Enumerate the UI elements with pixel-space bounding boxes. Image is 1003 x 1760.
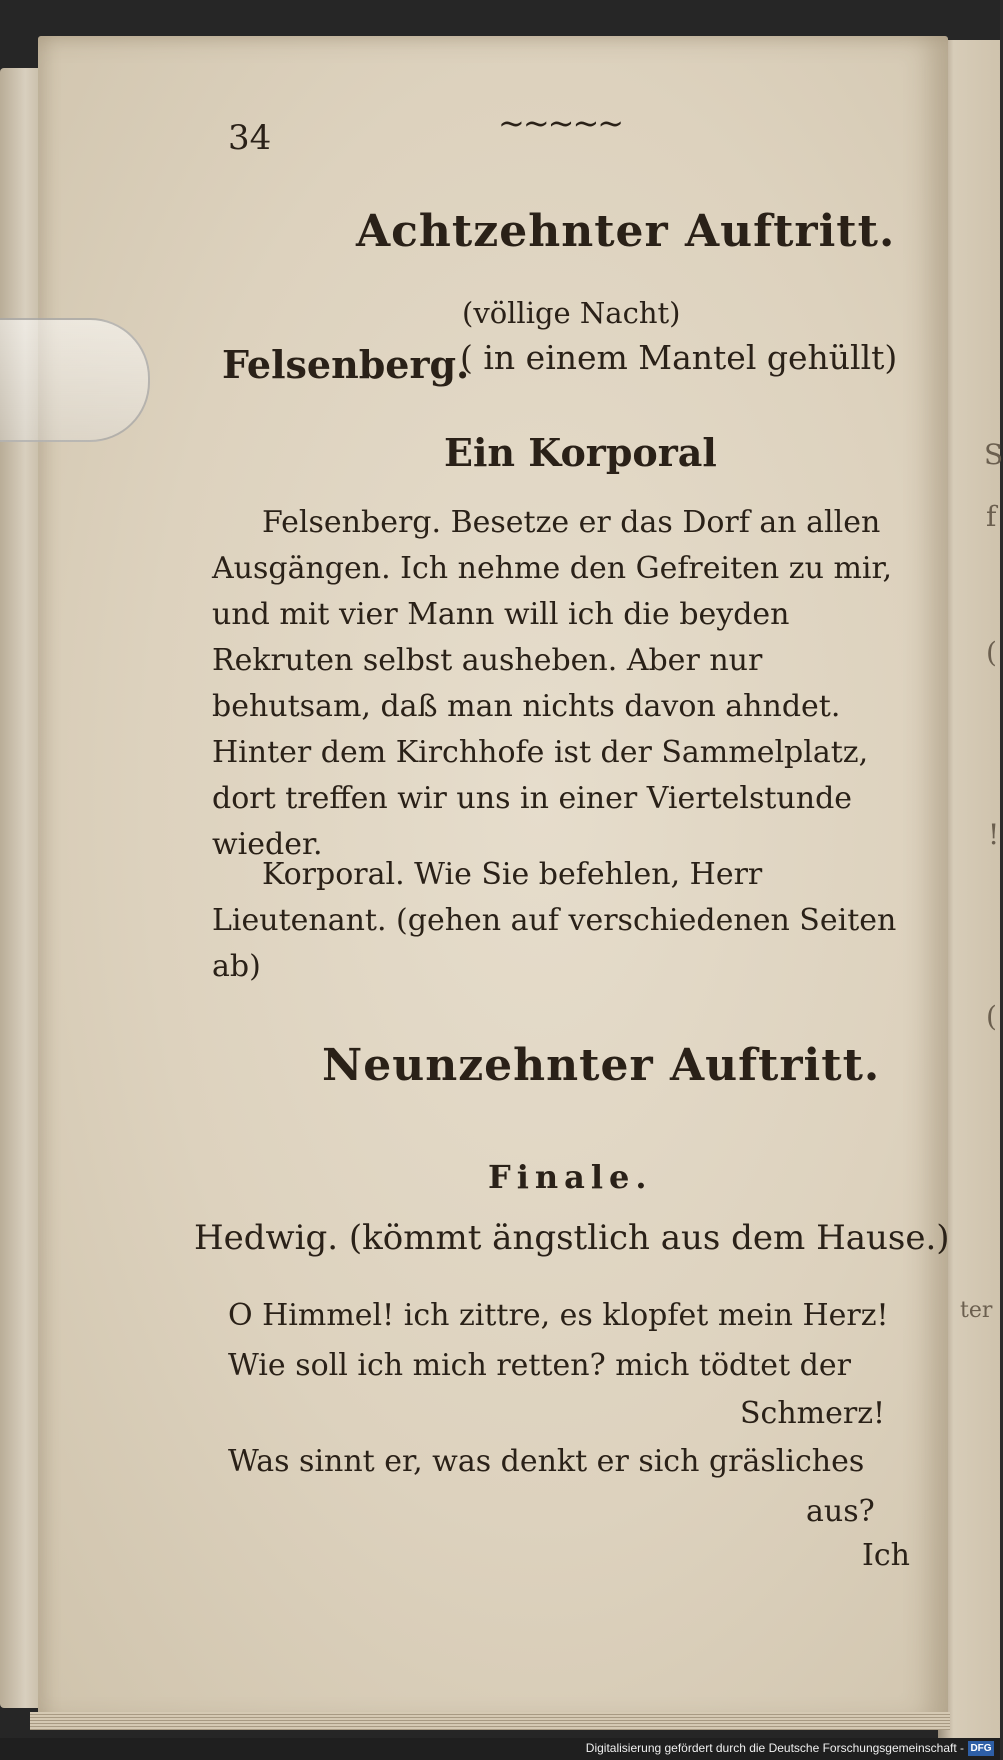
footer-credit: Digitalisierung gefördert durch die Deutsche Forschungsgemeinschaft - — [585, 1741, 964, 1755]
previous-page-edge — [0, 68, 42, 1708]
scene-19-title: Neunzehnter Auftritt. — [322, 1040, 881, 1091]
verse-line: Was sinnt er, was denkt er sich gräsliches — [228, 1444, 865, 1479]
verse-line: aus? — [806, 1494, 875, 1529]
stage-direction: ( in einem Mantel gehüllt) — [460, 338, 898, 377]
margin-word: ter — [960, 1298, 993, 1323]
character-korporal: Ein Korporal — [444, 430, 717, 475]
dfg-logo: DFG — [968, 1741, 994, 1756]
margin-letter: ( — [986, 636, 997, 669]
ornament: ~~~~~ — [498, 104, 623, 142]
scene-18-title: Achtzehnter Auftritt. — [356, 206, 896, 257]
bookmark-clip — [0, 318, 150, 442]
page-number: 34 — [228, 118, 272, 158]
margin-letter: S — [984, 438, 1003, 471]
character-felsenberg: Felsenberg. — [222, 342, 470, 387]
page-stack — [30, 1712, 950, 1730]
speech-korporal: Korporal. Wie Sie befehlen, Herr Lieutenant. (gehen auf verschiedenen Seiten ab) — [212, 857, 897, 984]
verse-line: Wie soll ich mich retten? mich tödtet der — [228, 1348, 851, 1383]
speech-hedwig: Hedwig. (kömmt ängstlich aus dem Hause.) — [194, 1218, 950, 1258]
margin-letter: f — [986, 500, 997, 533]
scene-setting: (völlige Nacht) — [462, 296, 681, 330]
speech-felsenberg: Felsenberg. Besetze er das Dorf an allen Ausgängen. Ich nehme den Gefreiten zu mir, und mit vier Mann will ich die beyden Rekruten selbst ausheben. Aber nur behutsam, daß man nichts davon ahndet. Hinter dem Kirchhofe ist der Sammelplatz, dort treffen wir uns in einer Viertelstunde wieder. — [212, 505, 893, 862]
catchword: Ich — [862, 1538, 910, 1573]
finale-label: Finale. — [488, 1158, 653, 1196]
margin-letter: ! — [988, 818, 1000, 851]
verse-line: O Himmel! ich zittre, es klopfet mein Herz! — [228, 1298, 889, 1333]
verse-line: Schmerz! — [740, 1396, 886, 1431]
margin-letter: ( — [986, 1000, 997, 1033]
